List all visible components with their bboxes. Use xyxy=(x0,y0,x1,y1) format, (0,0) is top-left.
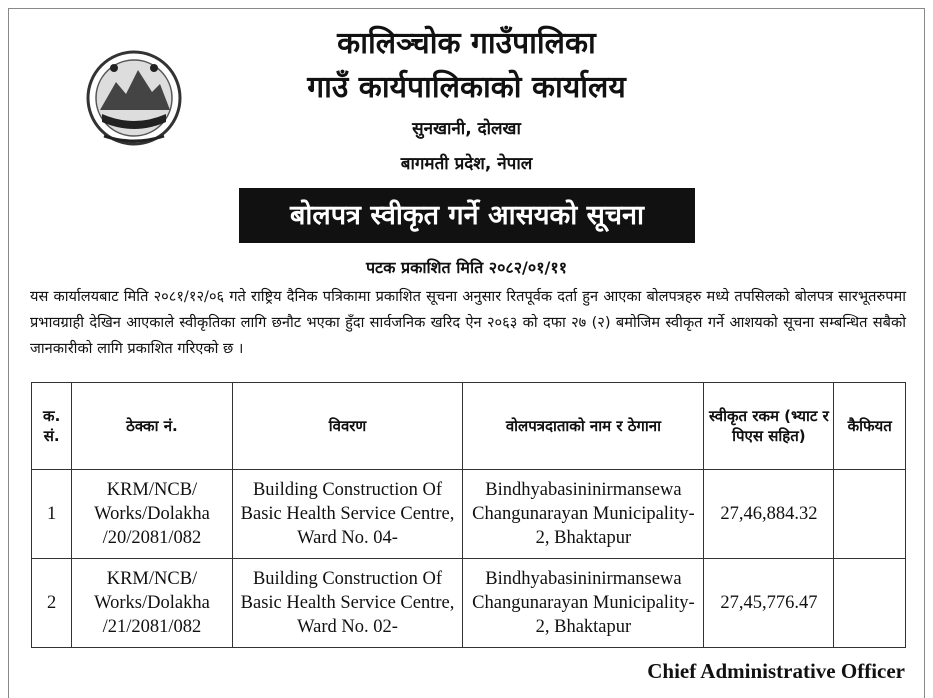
address-line-1: सुनखानी, दोलखा xyxy=(412,119,521,139)
org-name: कालिञ्चोक गाउँपालिका xyxy=(337,26,596,61)
row-amount: 27,46,884.32 xyxy=(704,470,834,559)
row-contract-no: KRM/NCB/ Works/Dolakha /21/2081/082 xyxy=(72,559,232,648)
row-remarks xyxy=(834,470,906,559)
published-date: पटक प्रकाशित मिति २०८२/०१/११ xyxy=(365,258,568,277)
row-description: Building Construction Of Basic Health Service Centre, Ward No. 02- xyxy=(232,559,463,648)
header-sn: क. सं. xyxy=(32,383,72,470)
notice-title: बोलपत्र स्वीकृत गर्ने आसयको सूचना xyxy=(239,188,695,243)
row-bidder: Bindhyabasininirmansewa Changunarayan Municipality-2, Bhaktapur xyxy=(463,470,704,559)
bid-approval-table xyxy=(31,382,906,648)
table-header-row xyxy=(32,383,906,470)
header-amount: स्वीकृत रकम (भ्याट र पिएस सहित) xyxy=(704,383,834,470)
row-sn: 1 xyxy=(32,470,72,559)
header-remarks: कैफियत xyxy=(834,383,906,470)
row-contract-no: KRM/NCB/ Works/Dolakha /20/2081/082 xyxy=(72,470,232,559)
header-description: विवरण xyxy=(232,383,463,470)
row-amount: 27,45,776.47 xyxy=(704,559,834,648)
table-row xyxy=(32,470,906,559)
header-contract-no: ठेक्का नं. xyxy=(72,383,232,470)
header-bidder: वोलपत्रदाताको नाम र ठेगाना xyxy=(463,383,704,470)
row-remarks xyxy=(834,559,906,648)
notice-body: यस कार्यालयबाट मिति २०८१/१२/०६ गते राष्ट्रिय दैनिक पत्रिकामा प्रकाशित सूचना अनुसार रितपूर्वक दर्ता हुन आएका बोलपत्रहरु मध्ये तपसिलको बोलपत्र सारभूतरुपमा प्रभावग्राही देखिन आएकाले स्वीकृतिका लागि छनौट भएका हुँदा सार्वजनिक खरिद ऐन २०६३ को दफा २७ (२) बमोजिम स्वीकृत गर्ने आशयको सूचना सम्बन्धित सबैको जानकारीको लागि प्रकाशित गरिएको छ । xyxy=(30,288,906,357)
signature-title: Chief Administrative Officer xyxy=(647,659,905,683)
table-row xyxy=(32,559,906,648)
row-sn: 2 xyxy=(32,559,72,648)
row-description: Building Construction Of Basic Health Service Centre, Ward No. 04- xyxy=(232,470,463,559)
office-name: गाउँ कार्यपालिकाको कार्यालय xyxy=(307,70,626,105)
row-bidder: Bindhyabasininirmansewa Changunarayan Municipality-2, Bhaktapur xyxy=(463,559,704,648)
address-line-2: बागमती प्रदेश, नेपाल xyxy=(400,154,533,174)
